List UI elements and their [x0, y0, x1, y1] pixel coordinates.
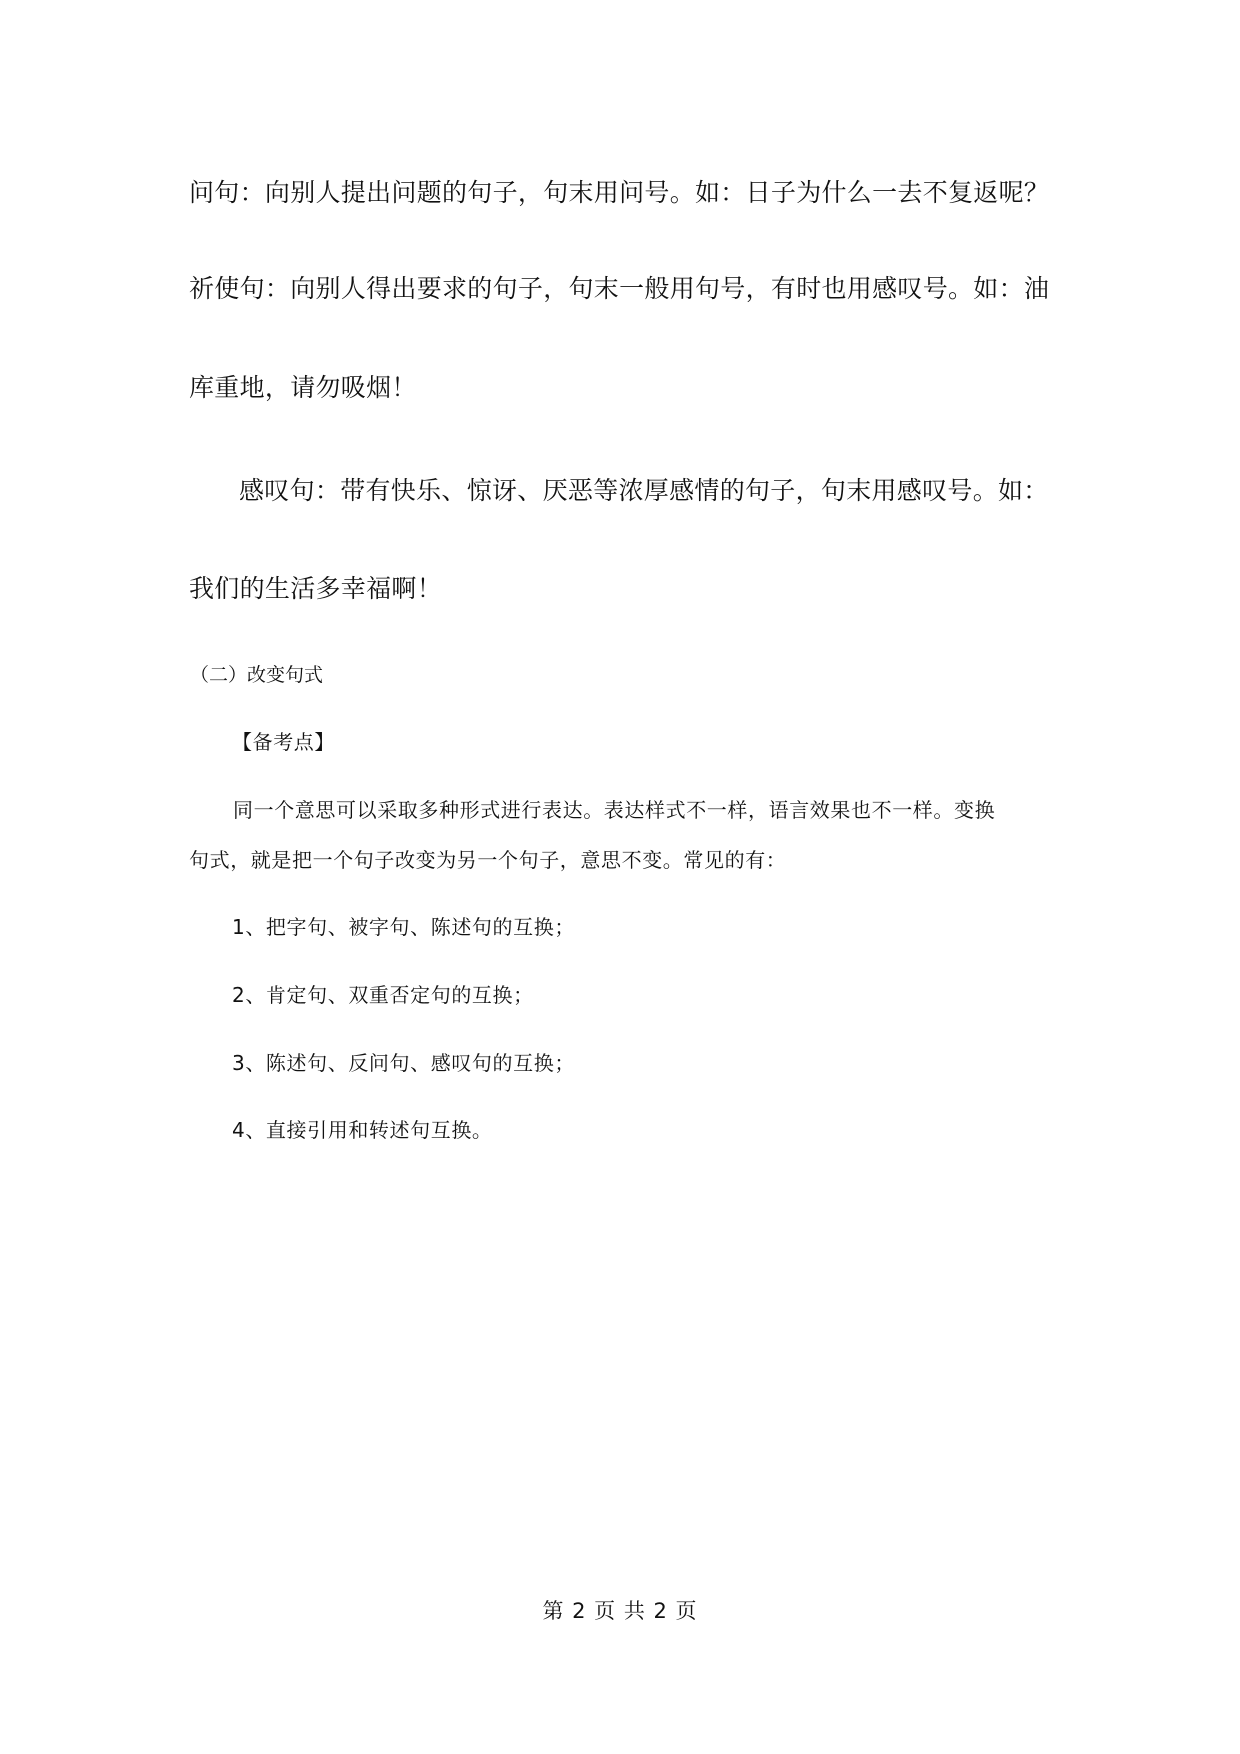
exclamatory-sentence-definition: 感叹句：带有快乐、惊讶、厌恶等浓厚感情的句子，句末用感叹号。如： — [239, 476, 1049, 505]
exam-points-label: 【备考点】 — [232, 730, 335, 754]
imperative-sentence-definition: 祈使句：向别人得出要求的句子，句末一般用句号，有时也用感叹号。如：油 — [189, 274, 1050, 303]
imperative-sentence-example: 库重地，请勿吸烟！ — [189, 373, 417, 402]
list-item: 3、陈述句、反问句、感叹句的互换； — [232, 1051, 575, 1075]
list-item: 4、直接引用和转述句互换。 — [232, 1118, 493, 1142]
question-sentence-definition: 问句：向别人提出问题的句子，句末用问号。如：日子为什么一去不复返呢？ — [189, 178, 1050, 207]
intro-paragraph-line-1: 同一个意思可以采取多种形式进行表达。表达样式不一样，语言效果也不一样。变换 — [233, 798, 996, 822]
exclamatory-sentence-example: 我们的生活多幸福啊！ — [189, 574, 443, 603]
list-item: 1、把字句、被字句、陈述句的互换； — [232, 915, 575, 939]
intro-paragraph-line-2: 句式，就是把一个句子改变为另一个句子，意思不变。常见的有： — [189, 848, 787, 872]
page-indicator: 第 2 页 共 2 页 — [542, 1599, 698, 1623]
section-heading: （二）改变句式 — [190, 664, 324, 686]
list-item: 2、肯定句、双重否定句的互换； — [232, 983, 534, 1007]
